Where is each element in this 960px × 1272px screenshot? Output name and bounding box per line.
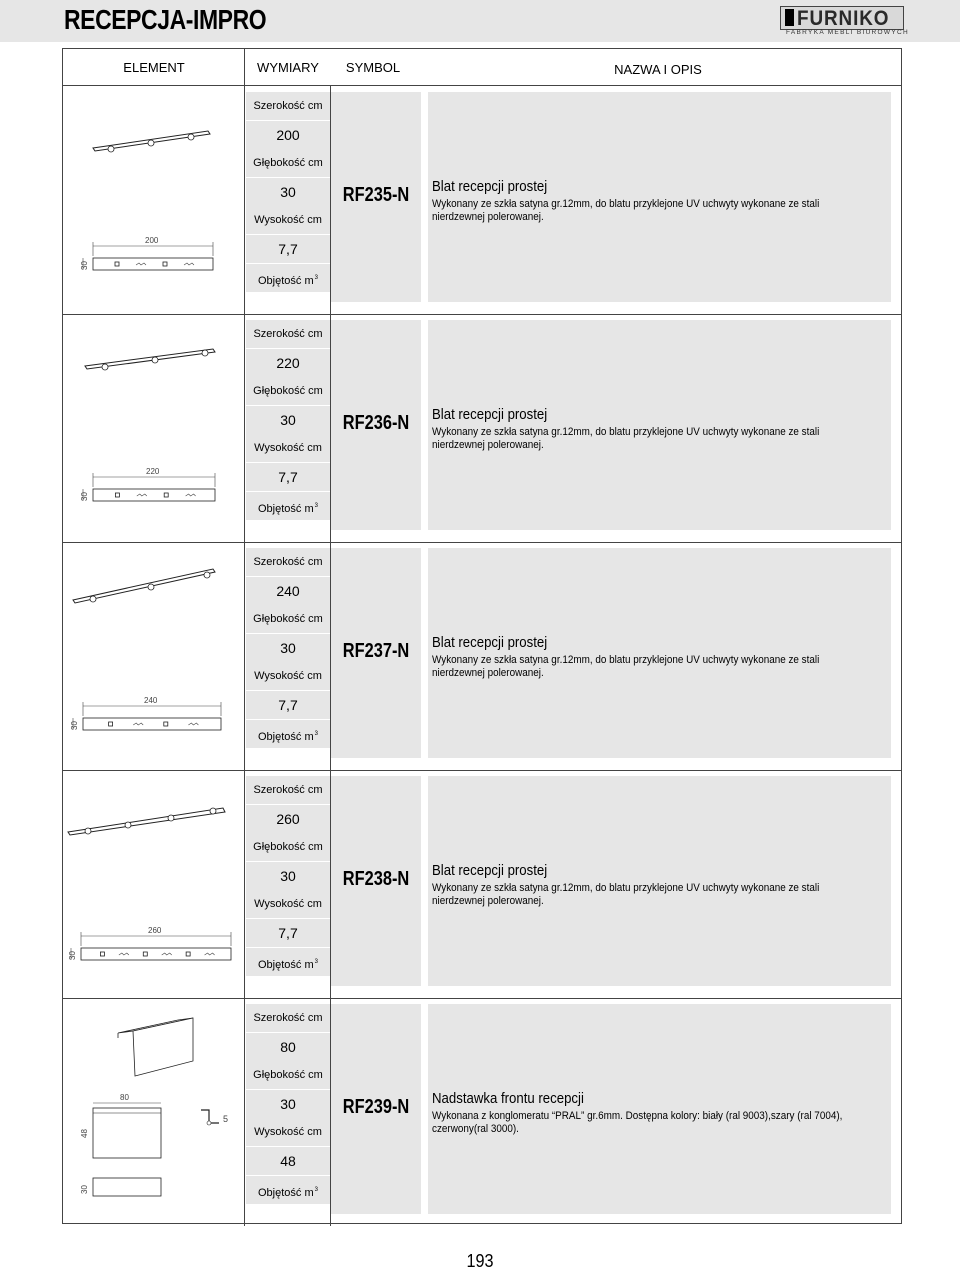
handle-mark (108, 146, 114, 152)
volume-label (246, 948, 330, 976)
height-label-text: Wysokość cm (254, 670, 322, 683)
width-label-text: Szerokość cm (253, 784, 323, 796)
height-label (246, 206, 330, 234)
width-label-text: Szerokość cm (253, 328, 323, 340)
depth-value (246, 178, 330, 206)
column-divider (244, 49, 245, 85)
element-drawing (63, 542, 245, 770)
col-element: ELEMENT (123, 60, 185, 75)
description-cell (428, 320, 891, 530)
height-label-text: Wysokość cm (254, 898, 322, 911)
dimension-depth-label: 30 (70, 721, 79, 730)
width-value (246, 805, 330, 833)
page-number: 193 (466, 1251, 494, 1271)
height-label-text: Wysokość cm (254, 442, 322, 455)
dimension-depth-label: 30 (80, 1185, 89, 1194)
height-value (246, 919, 330, 947)
height-value (246, 235, 330, 263)
handle-mark (100, 952, 104, 956)
width-label-text: Szerokość cm (253, 1012, 323, 1024)
depth-label-text: Głębokość cm (253, 1069, 323, 1082)
col-nazwa: NAZWA I OPIS (614, 62, 702, 77)
height-value-text: 7,7 (278, 469, 298, 485)
plan-view-rect (83, 718, 221, 730)
width-value (246, 121, 330, 149)
volume-unit-superscript: 3 (314, 274, 318, 281)
col-wymiary: WYMIARY (257, 60, 319, 75)
depth-label (246, 377, 330, 405)
height-value (246, 1147, 330, 1175)
volume-label-text: Objętość m (258, 958, 314, 971)
handle-mark (115, 493, 119, 497)
depth-label (246, 833, 330, 861)
logo-mark-icon (785, 9, 794, 26)
height-label-text: Wysokość cm (254, 1126, 322, 1139)
handle-mark (148, 584, 154, 590)
description-cell (428, 548, 891, 758)
height-label (246, 434, 330, 462)
table-row (63, 86, 901, 315)
depth-value-text: 30 (280, 1095, 296, 1112)
width-label-text: Szerokość cm (253, 100, 323, 112)
plan-view-rect (93, 489, 215, 501)
symbol-cell (331, 92, 421, 302)
volume-label-text: Objętość m (258, 274, 314, 287)
dimensions-cell (245, 86, 331, 314)
product-symbol: RF236-N (342, 412, 410, 434)
width-label (246, 548, 330, 576)
description-cell (428, 1004, 891, 1214)
depth-label-text: Głębokość cm (253, 157, 323, 170)
element-drawing (63, 86, 245, 314)
handle-mark (204, 572, 210, 578)
table-row (63, 770, 901, 999)
product-description: Wykonany ze szkła satyna gr.12mm, do blatu przyklejone UV uchwyty wykonane ze stali nierdzewnej polerowanej. (432, 882, 820, 907)
symbol-cell (331, 548, 421, 758)
glass-top-shape (68, 808, 225, 835)
table-header (63, 49, 901, 86)
depth-value (246, 406, 330, 434)
width-value (246, 577, 330, 605)
width-value-text: 80 (280, 1038, 296, 1055)
handle-mark (85, 828, 91, 834)
height-label (246, 662, 330, 690)
handle-mark (210, 808, 216, 814)
table-row (63, 998, 901, 1226)
handle-mark (143, 952, 147, 956)
product-table (62, 48, 902, 1224)
handle-mark (109, 722, 113, 726)
handle-mark (115, 262, 119, 266)
description-cell (428, 776, 891, 986)
depth-value (246, 634, 330, 662)
volume-unit-superscript: 3 (314, 958, 318, 965)
depth-label (246, 1061, 330, 1089)
width-value-text: 260 (276, 810, 300, 827)
product-description: Wykonany ze szkła satyna gr.12mm, do blatu przyklejone UV uchwyty wykonane ze stali nierdzewnej polerowanej. (432, 198, 820, 223)
plan-view-rect (93, 1178, 161, 1196)
product-name: Blat recepcji prostej (432, 862, 548, 879)
dimension-width-label: 80 (120, 1093, 129, 1102)
symbol-cell (331, 1004, 421, 1214)
handle-mark (207, 1121, 211, 1125)
handle-mark (186, 952, 190, 956)
symbol-cell (331, 320, 421, 530)
handle-mark (152, 357, 158, 363)
depth-value-text: 30 (280, 867, 296, 884)
dimension-height-label: 48 (80, 1129, 89, 1138)
width-value (246, 349, 330, 377)
handle-mark (125, 822, 131, 828)
width-value-text: 220 (276, 354, 300, 371)
volume-unit-superscript: 3 (314, 502, 318, 509)
height-value-text: 7,7 (278, 241, 298, 257)
height-label-text: Wysokość cm (254, 214, 322, 227)
width-label (246, 92, 330, 120)
width-label (246, 320, 330, 348)
depth-label-text: Głębokość cm (253, 385, 323, 398)
width-label (246, 776, 330, 804)
volume-label-text: Objętość m (258, 1186, 314, 1199)
handle-mark (164, 722, 168, 726)
plan-view-rect (93, 258, 213, 270)
logo-subtitle: FABRYKA MEBLI BIUROWYCH (786, 29, 909, 36)
page-header (0, 0, 960, 42)
depth-value-text: 30 (280, 411, 296, 428)
dimension-width-label: 200 (145, 236, 159, 245)
volume-label (246, 1176, 330, 1204)
product-name: Blat recepcji prostej (432, 178, 548, 195)
depth-label-text: Głębokość cm (253, 841, 323, 854)
depth-label (246, 149, 330, 177)
dimension-depth-label: 30 (80, 261, 89, 270)
product-symbol: RF239-N (342, 1096, 410, 1118)
width-value (246, 1033, 330, 1061)
depth-value (246, 862, 330, 890)
logo-box (780, 6, 904, 30)
element-drawing (63, 314, 245, 542)
depth-value (246, 1090, 330, 1118)
width-label-text: Szerokość cm (253, 556, 323, 568)
height-value (246, 463, 330, 491)
page-title: RECEPCJA-IMPRO (64, 4, 267, 35)
product-name: Blat recepcji prostej (432, 634, 548, 651)
description-cell (428, 92, 891, 302)
handle-mark (90, 596, 96, 602)
logo-text: FURNIKO (797, 7, 890, 30)
dimension-side-label: 5 (223, 1114, 229, 1124)
volume-unit-superscript: 3 (314, 730, 318, 737)
front-view-rect (93, 1108, 161, 1158)
handle-mark (188, 134, 194, 140)
volume-unit-superscript: 3 (314, 1186, 318, 1193)
front-panel-shape (133, 1018, 193, 1076)
height-value-text: 7,7 (278, 697, 298, 713)
dimension-width-label: 240 (144, 696, 158, 705)
product-symbol: RF235-N (342, 184, 410, 206)
handle-mark (202, 350, 208, 356)
dimensions-cell (245, 770, 331, 998)
volume-label (246, 720, 330, 748)
element-drawing (63, 770, 245, 998)
width-value-text: 240 (276, 582, 300, 599)
product-description: Wykonana z konglomeratu “PRAL” gr.6mm. Dostępna kolory: biały (ral 9003),szary (ral 7004), czerwony(ral 3000). (432, 1110, 843, 1135)
product-name: Blat recepcji prostej (432, 406, 548, 423)
dimension-width-label: 260 (148, 926, 162, 935)
product-description: Wykonany ze szkła satyna gr.12mm, do blatu przyklejone UV uchwyty wykonane ze stali nierdzewnej polerowanej. (432, 654, 820, 679)
height-label (246, 890, 330, 918)
width-label (246, 1004, 330, 1032)
handle-mark (168, 815, 174, 821)
height-value (246, 691, 330, 719)
table-row (63, 542, 901, 771)
volume-label-text: Objętość m (258, 502, 314, 515)
product-name: Nadstawka frontu recepcji (432, 1090, 584, 1107)
depth-label-text: Głębokość cm (253, 613, 323, 626)
col-symbol: SYMBOL (345, 60, 401, 75)
handle-mark (148, 140, 154, 146)
handle-mark (163, 262, 167, 266)
furniko-logo (780, 6, 909, 36)
width-value-text: 200 (276, 126, 300, 143)
height-value-text: 48 (280, 1153, 296, 1169)
dimensions-cell (245, 542, 331, 770)
dimensions-cell (245, 314, 331, 542)
volume-label (246, 264, 330, 292)
handle-mark (102, 364, 108, 370)
dimensions-cell (245, 998, 331, 1226)
depth-label (246, 605, 330, 633)
product-description: Wykonany ze szkła satyna gr.12mm, do blatu przyklejone UV uchwyty wykonane ze stali nierdzewnej polerowanej. (432, 426, 820, 451)
depth-value-text: 30 (280, 639, 296, 656)
product-symbol: RF237-N (342, 640, 410, 662)
volume-label-text: Objętość m (258, 730, 314, 743)
volume-label (246, 492, 330, 520)
depth-value-text: 30 (280, 183, 296, 200)
dimension-depth-label: 30 (80, 492, 89, 501)
dimension-depth-label: 30 (68, 951, 77, 960)
table-row (63, 314, 901, 543)
dimension-width-label: 220 (146, 467, 160, 476)
handle-mark (164, 493, 168, 497)
height-label (246, 1118, 330, 1146)
product-symbol: RF238-N (342, 868, 410, 890)
element-drawing (63, 998, 245, 1226)
height-value-text: 7,7 (278, 925, 298, 941)
symbol-cell (331, 776, 421, 986)
